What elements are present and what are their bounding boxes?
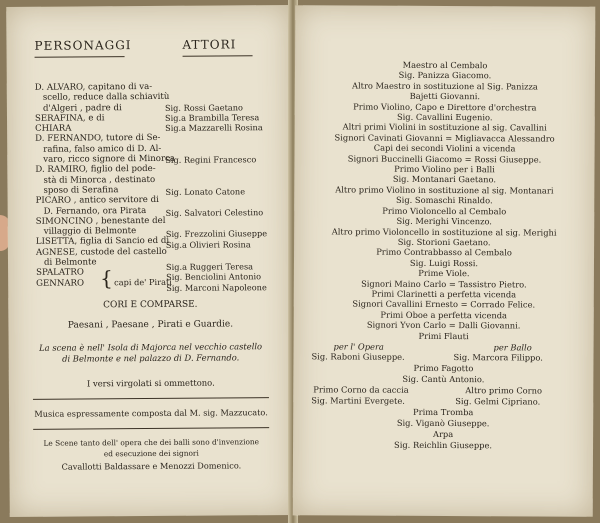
orchestra-line: Primo Violino per i Balli — [394, 163, 495, 175]
tromba-name: Sig. Viganò Giuseppe. — [396, 417, 490, 429]
orchestra-line: Sig. Storioni Gaetano. — [397, 236, 491, 248]
right-page — [293, 5, 596, 517]
orchestra-line: Signori Cavallini Ernesto = Corrado Felice. — [352, 298, 536, 310]
actor-name: Sig.a Mazzarelli Rosina — [165, 122, 263, 133]
scene-note-3: Cavallotti Baldassare e Menozzi Domenico. — [61, 460, 242, 472]
orchestra-line: Signori Buccinelli Giacomo = Rossi Giuseppe. — [347, 153, 542, 165]
role-line: SPALATRO — [36, 267, 84, 279]
orchestra-line: Signori Cavinati Giovanni = Migliavacca Alessandro — [334, 132, 555, 144]
capi-pirati-label: capi de' Pirati — [114, 276, 172, 288]
orchestra-list — [294, 59, 595, 342]
role-line: D. RAMIRO, figlio del pode- — [35, 164, 156, 176]
arpa-name: Sig. Reichlin Giuseppe. — [394, 439, 493, 451]
versi-note: I versi virgolati si ommettono. — [86, 377, 215, 389]
orchestra-line: Primi Clarinetti a perfetta vicenda — [371, 288, 517, 300]
header-attori: ATTORI — [182, 37, 237, 52]
role-line: D. Fernando, ora Pirata — [43, 205, 147, 217]
role-line: sposo di Serafina — [43, 185, 119, 196]
orchestra-line: Signori Yvon Carlo = Dalli Giovanni. — [366, 319, 521, 331]
actor-name: Sig. Benciolini Antonio — [166, 271, 262, 282]
actor-name: Sig. Salvatori Celestino — [165, 207, 264, 218]
orchestra-line: Primo Contrabbasso al Cembalo — [376, 246, 512, 258]
actor-name: Sig.a Brambilla Teresa — [164, 112, 260, 123]
cori-text: Paesani , Paesane , Pirati e Guardie. — [67, 319, 234, 331]
role-line: AGNESE, custode del castello — [35, 246, 167, 258]
corno-opera-name: Sig. Martini Evergete. — [311, 395, 405, 406]
orchestra-line: Primo Violoncello al Cembalo — [382, 205, 507, 217]
scene-note-1: Le Scene tanto dell' opera che dei balli sono d'invenzione — [43, 437, 260, 448]
actor-name: Sig. Frezzolini Giuseppe — [165, 228, 268, 239]
corno-ballo-name: Sig. Gelmi Cipriano. — [455, 396, 541, 407]
orchestra-line: Sig. Montanari Gaetano. — [392, 174, 497, 185]
orchestra-line: Bajetti Giovanni. — [409, 91, 481, 102]
actor-name: Sig. Regini Francesco — [165, 154, 257, 165]
role-line: PICARO , antico servitore di — [35, 195, 159, 207]
header-rule-left — [35, 56, 125, 58]
orchestra-line: Sig. Merighi Vincenzo. — [396, 215, 492, 227]
role-line: rafina, falso amico di D. Al- — [43, 143, 162, 155]
role-line: GENNARO — [36, 278, 85, 289]
actor-name: Sig.a Olivieri Rosina — [165, 239, 251, 250]
role-line: d'Algeri , padre di — [42, 102, 122, 114]
role-line: scello, reduce dalla schiavitù — [42, 92, 170, 104]
header-rule-right — [183, 55, 253, 56]
fagotto-title: Primo Fagotto — [413, 362, 474, 374]
per-opera-label: per l' Opera — [333, 341, 384, 352]
orchestra-line: Prime Viole. — [418, 267, 470, 279]
orchestra-line: Altro primo Violino in sostituzione al sig. Montanari — [335, 184, 554, 196]
arpa-title: Arpa — [432, 428, 454, 440]
actor-name: Sig.a Ruggeri Teresa — [166, 261, 254, 272]
fagotto-name: Sig. Cantù Antonio. — [402, 373, 485, 385]
role-line: D. FERNANDO, tutore di Se- — [35, 133, 161, 145]
rule-top — [33, 397, 269, 400]
role-line: villaggio di Belmonte — [43, 226, 137, 237]
pirati-brace: { — [100, 266, 113, 291]
flauti-opera: Sig. Raboni Giuseppe. — [311, 351, 405, 362]
actor-name: Sig. Lonato Catone — [165, 186, 246, 197]
per-ballo-label: per Ballo — [493, 342, 532, 353]
rule-bottom — [33, 427, 269, 430]
orchestra-line: Primo Violino, Capo e Direttore d'orchestra — [353, 101, 537, 113]
role-line: SIMONCINO , benestante del — [35, 215, 166, 227]
corno-ballo-title: Altro primo Corno — [465, 385, 543, 396]
orchestra-line: Maestro al Cembalo — [402, 59, 488, 71]
scene-line-1: La scena è nell' Isola di Majorca nel vecchio castello — [39, 341, 263, 353]
orchestra-line: Sig. Panizza Giacomo. — [398, 70, 492, 81]
orchestra-line: Altro Maestro in sostituzione al Sig. Panizza — [351, 80, 538, 92]
corno-opera-title: Primo Corno da caccia — [313, 384, 409, 395]
flauti-ballo: Sig. Marcora Filippo. — [453, 352, 543, 363]
tromba-title: Prima Tromba — [413, 406, 474, 418]
actor-name: Sig. Rossi Gaetano — [164, 102, 244, 113]
role-line: varo, ricco signore di Minorca — [43, 153, 176, 165]
actor-name: Sig. Marconi Napoleone — [166, 282, 267, 293]
role-line: stà di Minorca , destinato — [43, 174, 156, 186]
orchestra-line: Altri primi Violini in sostituzione al sig. Cavallini — [342, 121, 547, 133]
role-list — [35, 82, 176, 289]
header-personaggi: PERSONAGGI — [34, 38, 132, 53]
role-line: CHIARA — [35, 123, 72, 134]
orchestra-line: Primi Oboe a perfetta vicenda — [380, 309, 508, 321]
role-line: D. ALVARO, capitano di va- — [34, 81, 153, 93]
left-page — [6, 5, 294, 517]
role-line: LISETTA, figlia di Sancio ed di — [35, 236, 170, 248]
orchestra-line: Primi Flauti — [418, 330, 469, 341]
orchestra-line: Sig. Luigi Rossi. — [409, 257, 479, 268]
role-line: di Belmonte — [43, 257, 97, 268]
orchestra-line: Sig. Cavallini Eugenio. — [396, 111, 493, 123]
orchestra-line: Capi dei secondi Violini a vicenda — [373, 142, 516, 154]
scene-line-2: di Belmonte e nel palazzo di D. Fernando. — [62, 352, 240, 364]
orchestra-line: Altro primo Violoncello in sostituzione al sig. Merighi — [331, 225, 557, 238]
musica-note: Musica espressamente composta dal M. sig. Mazzucato. — [34, 407, 268, 419]
orchestra-line: Sig. Somaschi Rinaldo. — [395, 195, 493, 206]
role-line: SERAFINA, e di — [34, 113, 105, 124]
orchestra-line: Signori Maino Carlo = Tassistro Pietro. — [361, 278, 527, 289]
cori-title: CORI E COMPARSE. — [103, 299, 198, 311]
scene-note-2: ed esecuzione dei signori — [103, 448, 199, 459]
